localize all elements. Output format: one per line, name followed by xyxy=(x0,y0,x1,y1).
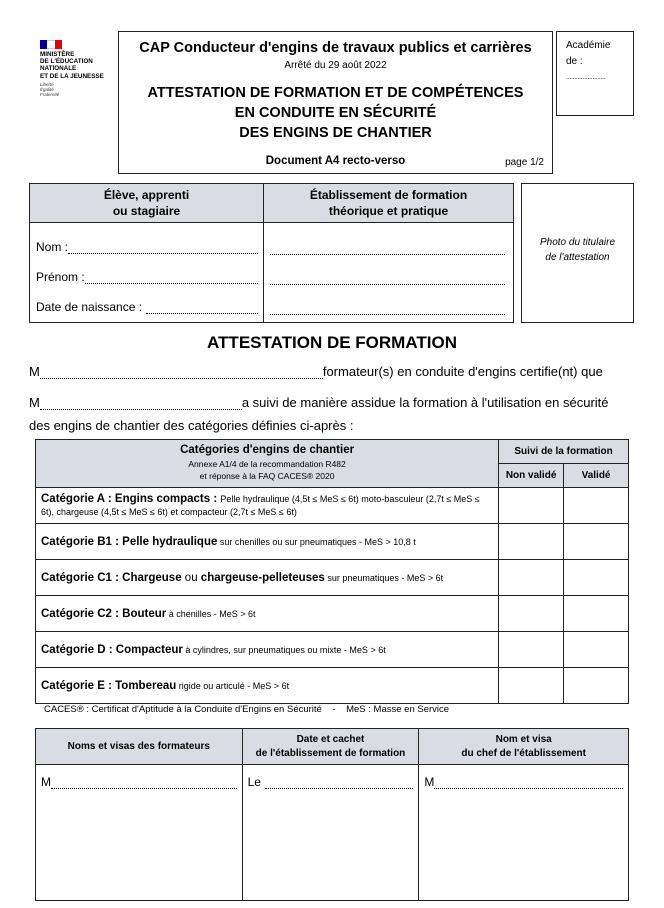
category-d-non-valide[interactable] xyxy=(499,632,564,668)
identity-box xyxy=(29,183,514,323)
motto-line: Fraternité xyxy=(40,91,60,97)
col1-line: ou stagiaire xyxy=(112,204,181,218)
sig-chef-prefix: M xyxy=(424,775,435,789)
ministry-line: MINISTÈRE xyxy=(40,51,75,58)
sig-col2-line: Date et cachet xyxy=(296,733,365,745)
photo-box[interactable] xyxy=(521,183,634,323)
category-c1-valide[interactable] xyxy=(564,560,629,596)
sig-formateurs-prefix: M xyxy=(41,775,51,789)
header-heading xyxy=(119,83,552,143)
photo-line: Photo du titulaire xyxy=(539,237,616,248)
table-row xyxy=(36,596,629,632)
category-c1-title: Catégorie C1 : Chargeuse xyxy=(41,571,182,584)
etab-line-2[interactable] xyxy=(270,274,505,285)
category-c1-desc: ou xyxy=(181,571,201,584)
sig-date-prefix: Le xyxy=(247,775,261,789)
marianne-flag-icon xyxy=(40,40,62,49)
ministry-line: NATIONALE xyxy=(40,65,77,73)
categories-subheader-2: et réponse à la FAQ CACES® 2020 xyxy=(199,471,335,481)
table-row xyxy=(36,524,629,560)
footnote: CACES® : Certificat d'Aptitude à la Conduite d'Engins en Sécurité - MeS : Masse en Service xyxy=(44,704,450,715)
academie-dots: ........................ xyxy=(566,74,606,81)
ministry-line: DE L'ÉDUCATION xyxy=(40,58,93,66)
col2-line: Établissement de formation xyxy=(309,188,468,202)
category-e-cell xyxy=(36,668,499,704)
sig-formateurs-dots xyxy=(51,778,237,789)
formation-line3: des engins de chantier des catégories définies ci-après : xyxy=(29,418,354,433)
nom-label: Nom : xyxy=(36,240,69,254)
sig-formateurs-cell[interactable] xyxy=(36,765,243,901)
category-d-title: Catégorie D : Compacteur xyxy=(41,643,183,656)
category-d-desc: à cylindres, sur pneumatiques ou mixte - MeS > 6t xyxy=(182,644,386,655)
sig-chef-dots xyxy=(434,778,623,789)
heading-line: DES ENGINS DE CHANTIER xyxy=(239,125,432,141)
category-b1-title: Catégorie B1 : Pelle hydraulique xyxy=(41,535,218,548)
formation-line1 xyxy=(29,364,634,379)
category-a-desc: Pelle hydraulique (4,5t ≤ MeS ≤ 6t) moto-basculeur (2,7t ≤ MeS ≤ 6t), chargeuse (4,5t ≤ MeS ≤ 6t) et compacteur (2,7t ≤ MeS ≤ 6t) xyxy=(41,493,480,517)
category-e-valide[interactable] xyxy=(564,668,629,704)
photo-line: de l'attestation xyxy=(545,252,610,263)
etab-line-3[interactable] xyxy=(270,304,505,315)
ministry-logo xyxy=(40,40,120,97)
col2-line: théorique et pratique xyxy=(328,204,449,218)
formation-line2 xyxy=(29,395,634,410)
non-valide-header: Non validé xyxy=(499,464,564,488)
motto-line: Liberté xyxy=(40,81,54,87)
table-row xyxy=(36,488,629,524)
category-c1-cell xyxy=(36,560,499,596)
category-c2-desc: à chenilles - MeS > 6t xyxy=(166,608,256,619)
academie-box xyxy=(556,31,634,116)
header-page: page 1/2 xyxy=(505,157,544,168)
academie-label: Académie xyxy=(566,40,611,51)
prenom-field[interactable] xyxy=(36,270,258,284)
category-c1-non-valide[interactable] xyxy=(499,560,564,596)
identity-col1-header xyxy=(30,187,263,219)
heading-line: EN CONDUITE EN SÉCURITÉ xyxy=(234,105,437,121)
formation-title: ATTESTATION DE FORMATION xyxy=(207,333,457,352)
sig-chef-cell[interactable] xyxy=(419,765,629,901)
category-a-non-valide[interactable] xyxy=(499,488,564,524)
motto-line: Égalité xyxy=(40,86,54,92)
nom-field[interactable] xyxy=(36,240,258,254)
ministry-line: ET DE LA JEUNESSE xyxy=(40,72,104,80)
prenom-label: Prénom : xyxy=(36,270,85,284)
category-e-desc: rigide ou articulé - MeS > 6t xyxy=(176,680,290,691)
signatures-table xyxy=(35,728,629,901)
col1-line: Élève, apprenti xyxy=(103,188,190,202)
category-e-non-valide[interactable] xyxy=(499,668,564,704)
etab-line-1[interactable] xyxy=(270,244,505,255)
stagiaire-name-input[interactable] xyxy=(40,398,242,410)
nom-dots xyxy=(68,243,258,254)
sig-col3-header xyxy=(419,729,629,765)
category-c2-title: Catégorie C2 : Bouteur xyxy=(41,607,167,620)
sig-date-cell[interactable] xyxy=(242,765,419,901)
formateur-name-input[interactable] xyxy=(40,367,323,379)
suivi-header: Suivi de la formation xyxy=(499,440,629,464)
categories-header: Catégories d'engins de chantier xyxy=(180,444,355,456)
category-c1-desc-2: sur pneumatiques - MeS > 6t xyxy=(324,572,444,583)
photo-caption xyxy=(522,235,633,265)
table-row xyxy=(36,668,629,704)
category-d-cell xyxy=(36,632,499,668)
category-a-valide[interactable] xyxy=(564,488,629,524)
naissance-field[interactable] xyxy=(36,300,258,314)
sig-col3-line: du chef de l'établissement xyxy=(461,747,586,759)
prenom-dots xyxy=(85,273,258,284)
category-b1-valide[interactable] xyxy=(564,524,629,560)
valide-header: Validé xyxy=(564,464,629,488)
table-row xyxy=(36,560,629,596)
academie-label: de : xyxy=(566,56,583,67)
category-c1-title-2: chargeuse-pelleteuses xyxy=(200,571,325,584)
categories-table xyxy=(35,439,629,704)
category-d-valide[interactable] xyxy=(564,632,629,668)
categories-header-cell xyxy=(36,440,499,488)
category-c2-non-valide[interactable] xyxy=(499,596,564,632)
header-title: CAP Conducteur d'engins de travaux publics et carrières xyxy=(139,40,532,56)
sig-date-dots xyxy=(265,778,413,789)
category-b1-cell xyxy=(36,524,499,560)
category-a-cell xyxy=(36,488,499,524)
naissance-label: Date de naissance : xyxy=(36,300,143,314)
naissance-dots xyxy=(146,303,258,314)
header-arrete: Arrêté du 29 août 2022 xyxy=(284,60,387,71)
sig-col2-header xyxy=(242,729,419,765)
header-document: Document A4 recto-verso xyxy=(265,155,406,167)
category-b1-non-valide[interactable] xyxy=(499,524,564,560)
categories-subheader-1: Annexe A1/4 de la recommandation R482 xyxy=(188,459,346,469)
category-c2-cell xyxy=(36,596,499,632)
sig-col3-line: Nom et visa xyxy=(495,733,552,745)
table-row xyxy=(36,632,629,668)
formation-line1-prefix: M xyxy=(29,364,40,379)
sig-col1-header: Noms et visas des formateurs xyxy=(36,729,243,765)
sig-col2-line: de l'établissement de formation xyxy=(255,747,406,759)
category-a-title: Catégorie A : Engins compacts : xyxy=(41,492,221,505)
heading-line: ATTESTATION DE FORMATION ET DE COMPÉTENCES xyxy=(147,85,524,101)
identity-col2-header xyxy=(264,187,513,219)
formation-line2-suffix: a suivi de manière assidue la formation à l'utilisation en sécurité xyxy=(241,395,609,410)
category-e-title: Catégorie E : Tombereau xyxy=(41,679,177,692)
category-c2-valide[interactable] xyxy=(564,596,629,632)
category-b1-desc: sur chenilles ou sur pneumatiques - MeS > 10,8 t xyxy=(217,536,416,547)
formation-line1-suffix: formateur(s) en conduite d'engins certifie(nt) que xyxy=(322,364,603,379)
header-box xyxy=(118,31,553,174)
formation-line2-prefix: M xyxy=(29,395,40,410)
